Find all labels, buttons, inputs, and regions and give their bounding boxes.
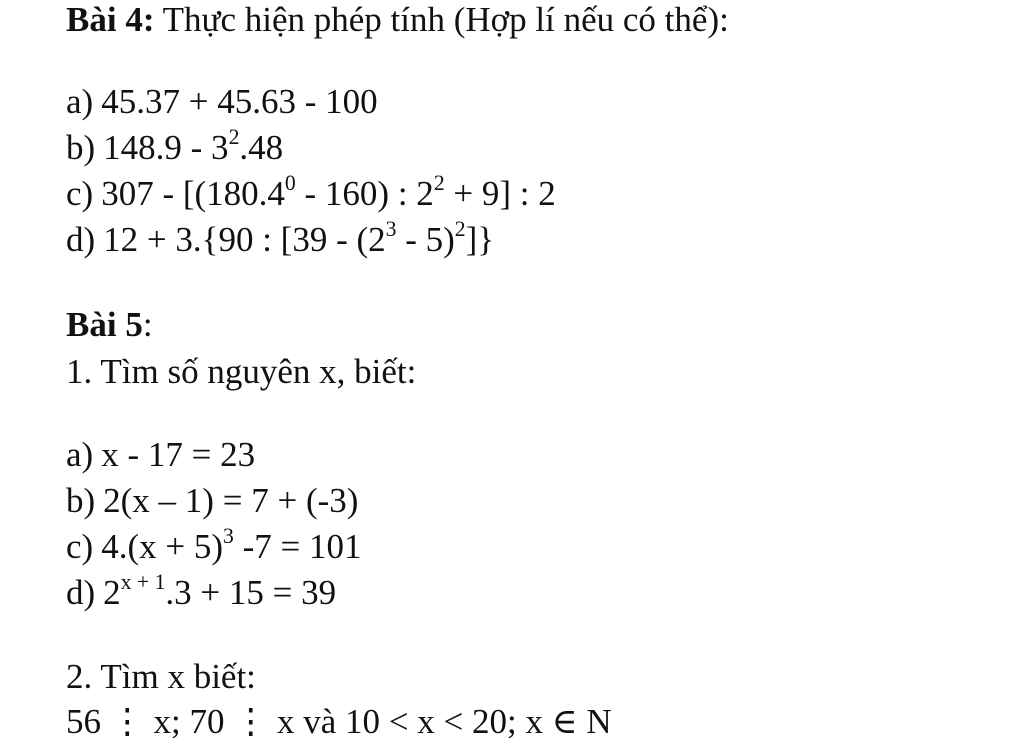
equation: 2(x – 1) = 7 + (-3) bbox=[103, 481, 359, 520]
bai5-item-c bbox=[66, 524, 362, 567]
item-label: c) bbox=[66, 527, 94, 566]
bai5-part2-title: 2. Tìm x biết: bbox=[66, 657, 256, 696]
exponent: 3 bbox=[385, 217, 397, 242]
item-label: d) bbox=[66, 573, 96, 612]
exponent: x + 1 bbox=[120, 570, 166, 595]
bai4-heading-text: Thực hiện phép tính (Hợp lí nếu có thể): bbox=[154, 0, 729, 39]
exponent: 2 bbox=[228, 125, 240, 150]
item-label: d) bbox=[66, 220, 96, 259]
equation: x - 17 = 23 bbox=[101, 435, 256, 474]
bai5-heading-bold: Bài 5 bbox=[66, 305, 143, 344]
expression-part: - 5) bbox=[396, 220, 455, 259]
bai4-item-d bbox=[66, 217, 495, 260]
expression-part: ]} bbox=[465, 220, 495, 259]
exponent: 3 bbox=[223, 524, 234, 549]
bai4-item-c bbox=[66, 171, 556, 214]
bai5-item-a bbox=[66, 435, 255, 475]
expression-part: + 9] : 2 bbox=[444, 174, 556, 213]
equation-part: .3 + 15 = 39 bbox=[165, 573, 337, 612]
item-label: a) bbox=[66, 82, 94, 121]
bai4-item-a bbox=[66, 82, 378, 122]
bai5-part2-condition: 56 ⋮ x; 70 ⋮ x và 10 < x < 20; x ∈ N bbox=[66, 702, 612, 741]
exponent: 0 bbox=[284, 171, 296, 196]
equation-part: 4.(x + 5) bbox=[101, 527, 224, 566]
bai4-heading bbox=[66, 0, 729, 40]
bai5-heading bbox=[66, 305, 153, 345]
item-label: b) bbox=[66, 481, 96, 520]
bai5-item-b bbox=[66, 481, 358, 521]
expression-part: 148.9 - 3 bbox=[103, 128, 229, 167]
exponent: 2 bbox=[454, 217, 466, 242]
exponent: 2 bbox=[433, 171, 445, 196]
item-label: b) bbox=[66, 128, 96, 167]
expression: 45.37 + 45.63 - 100 bbox=[101, 82, 378, 121]
expression-part: - 160) : 2 bbox=[295, 174, 434, 213]
bai4-heading-bold: Bài 4: bbox=[66, 0, 155, 39]
bai4-item-b bbox=[66, 125, 284, 168]
expression-part: 12 + 3.{90 : [39 - (2 bbox=[103, 220, 386, 259]
equation-part: 2 bbox=[103, 573, 121, 612]
bai5-heading-text: : bbox=[142, 305, 153, 344]
bai5-item-d bbox=[66, 570, 337, 613]
equation-part: -7 = 101 bbox=[233, 527, 362, 566]
item-label: a) bbox=[66, 435, 94, 474]
expression-part: 307 - [(180.4 bbox=[101, 174, 285, 213]
item-label: c) bbox=[66, 174, 94, 213]
expression-part: .48 bbox=[239, 128, 284, 167]
bai5-part1-title: 1. Tìm số nguyên x, biết: bbox=[66, 352, 417, 391]
